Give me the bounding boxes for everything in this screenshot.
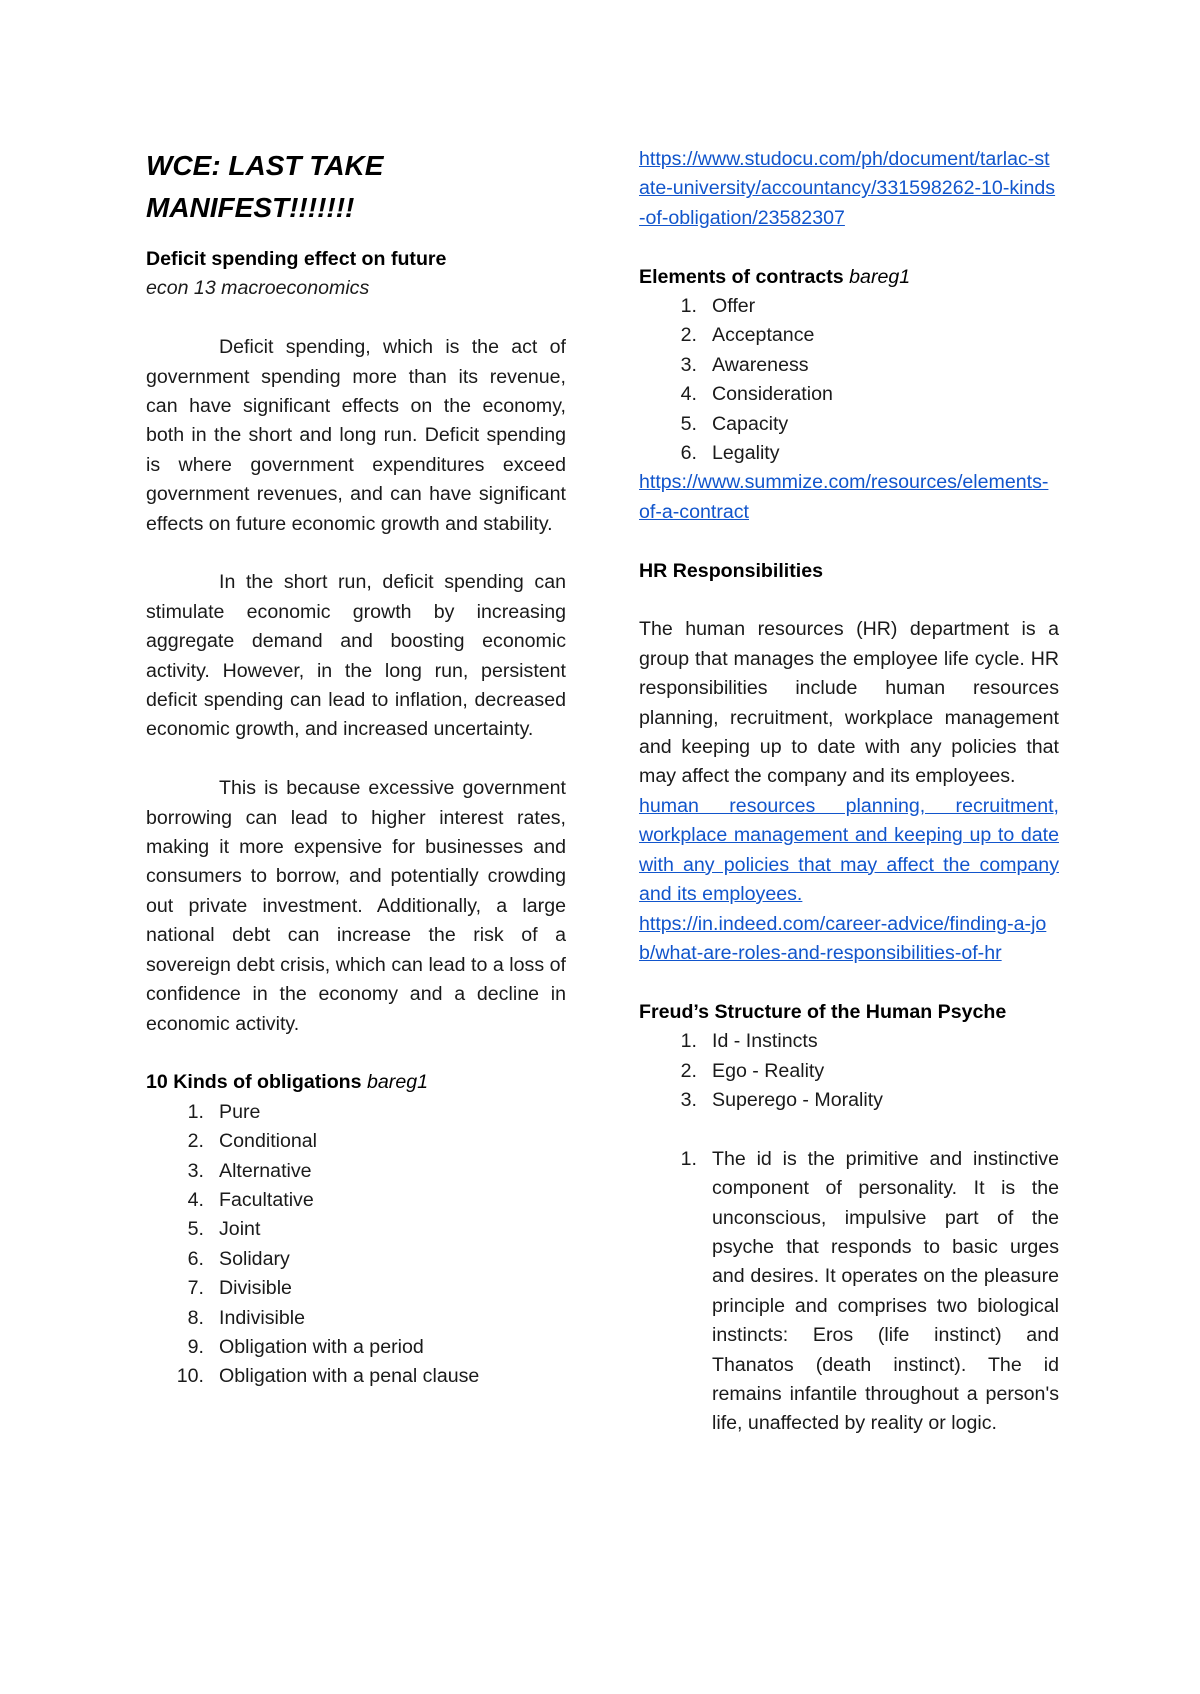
indeed-link[interactable]: https://in.indeed.com/career-advice/finding-a-job/what-are-roles-and-responsibilities-of-hr bbox=[639, 912, 1047, 964]
left-column bbox=[146, 145, 566, 1392]
list-item: 5. Capacity bbox=[680, 412, 789, 435]
list-item: 3. Alternative bbox=[187, 1159, 312, 1182]
list-item: 2. Ego - Reality bbox=[680, 1059, 825, 1082]
title-line-2: MANIFEST!!!!!!! bbox=[146, 192, 355, 223]
contracts-list bbox=[639, 292, 1059, 468]
obligations-heading-text: 10 Kinds of obligations bbox=[146, 1071, 362, 1094]
list-item: 7. Divisible bbox=[187, 1277, 292, 1300]
list-item: 1. Pure bbox=[187, 1100, 261, 1123]
list-item: 2. Acceptance bbox=[680, 324, 815, 347]
deficit-paragraph-3: This is because excessive government borrowing can lead to higher interest rates, making it more expensive for businesses and consumers to borrow, and potentially crowding out private investment. Additionally, a large national debt can increase the risk of a sovereign debt crisis, which can lead to a loss of confidence in the economy and a decline in economic activity. bbox=[146, 777, 566, 1035]
list-item: 4. Facultative bbox=[187, 1188, 314, 1211]
summize-link[interactable]: https://www.summize.com/resources/elements-of-a-contract bbox=[639, 471, 1049, 523]
list-item: 3. Superego - Morality bbox=[680, 1088, 883, 1111]
document-title bbox=[146, 145, 566, 229]
list-item: 8. Indivisible bbox=[187, 1306, 306, 1329]
list-item: 6. Solidary bbox=[187, 1247, 290, 1270]
list-item: 2. Conditional bbox=[187, 1130, 318, 1153]
contracts-heading-text: Elements of contracts bbox=[639, 265, 844, 288]
list-item: 6. Legality bbox=[680, 442, 780, 465]
list-item: 9. Obligation with a period bbox=[187, 1335, 424, 1358]
deficit-paragraph-1: Deficit spending, which is the act of government spending more than its revenue, can have significant effects on the economy, both in the short and long run. Deficit spending is where government expenditures exceed government revenues, and can have significant effects on future economic growth and stability. bbox=[146, 336, 566, 535]
hr-paragraph: The human resources (HR) department is a group that manages the employee life cycle. HR responsibilities include human resources planning, recruitment, workplace management and keeping up to date with any policies that may affect the company and its employees. bbox=[639, 618, 1059, 788]
contracts-heading bbox=[639, 263, 1059, 292]
obligations-list bbox=[146, 1098, 566, 1392]
contracts-tag: bareg1 bbox=[849, 265, 911, 288]
freud-list bbox=[639, 1027, 1059, 1115]
freud-detail-list bbox=[639, 1145, 1059, 1439]
list-item: 1. Id - Instincts bbox=[680, 1030, 818, 1053]
deficit-heading: Deficit spending effect on future bbox=[146, 248, 447, 270]
list-item: 3. Awareness bbox=[680, 353, 809, 376]
hr-highlight-link[interactable]: human resources planning, recruitment, workplace management and keeping up to date with any policies that may affect the company and its employees. bbox=[639, 794, 1059, 906]
list-item: 1. The id is the primitive and instinctive component of personality. It is the unconscious, impulsive part of the psyche that responds to basic urges and desires. It operates on the pleasure principle and comprises two biological instincts: Eros (life instinct) and Thanatos (death instinct). The id remains infantile throughout a person's life, unaffected by reality or logic. bbox=[680, 1147, 1059, 1435]
deficit-paragraph-2: In the short run, deficit spending can stimulate economic growth by increasing aggregate demand and boosting economic activity. However, in the long run, persistent deficit spending can lead to inflation, decreased economic growth, and increased uncertainty. bbox=[146, 571, 566, 741]
list-item: 5. Joint bbox=[187, 1218, 261, 1241]
deficit-subheading: econ 13 macroeconomics bbox=[146, 277, 370, 300]
obligations-tag: bareg1 bbox=[367, 1071, 429, 1094]
obligations-heading bbox=[146, 1068, 566, 1097]
list-item: 1. Offer bbox=[680, 295, 756, 318]
freud-heading: Freud’s Structure of the Human Psyche bbox=[639, 1000, 1007, 1023]
title-line-1: WCE: LAST TAKE bbox=[146, 150, 384, 181]
list-item: 10. Obligation with a penal clause bbox=[176, 1365, 480, 1388]
right-column bbox=[639, 145, 1059, 1439]
list-item: 4. Consideration bbox=[680, 383, 833, 406]
hr-heading: HR Responsibilities bbox=[639, 559, 823, 582]
studocu-link[interactable]: https://www.studocu.com/ph/document/tarlac-state-university/accountancy/331598262-10-kinds-of-obligation/23582307 bbox=[639, 148, 1056, 229]
